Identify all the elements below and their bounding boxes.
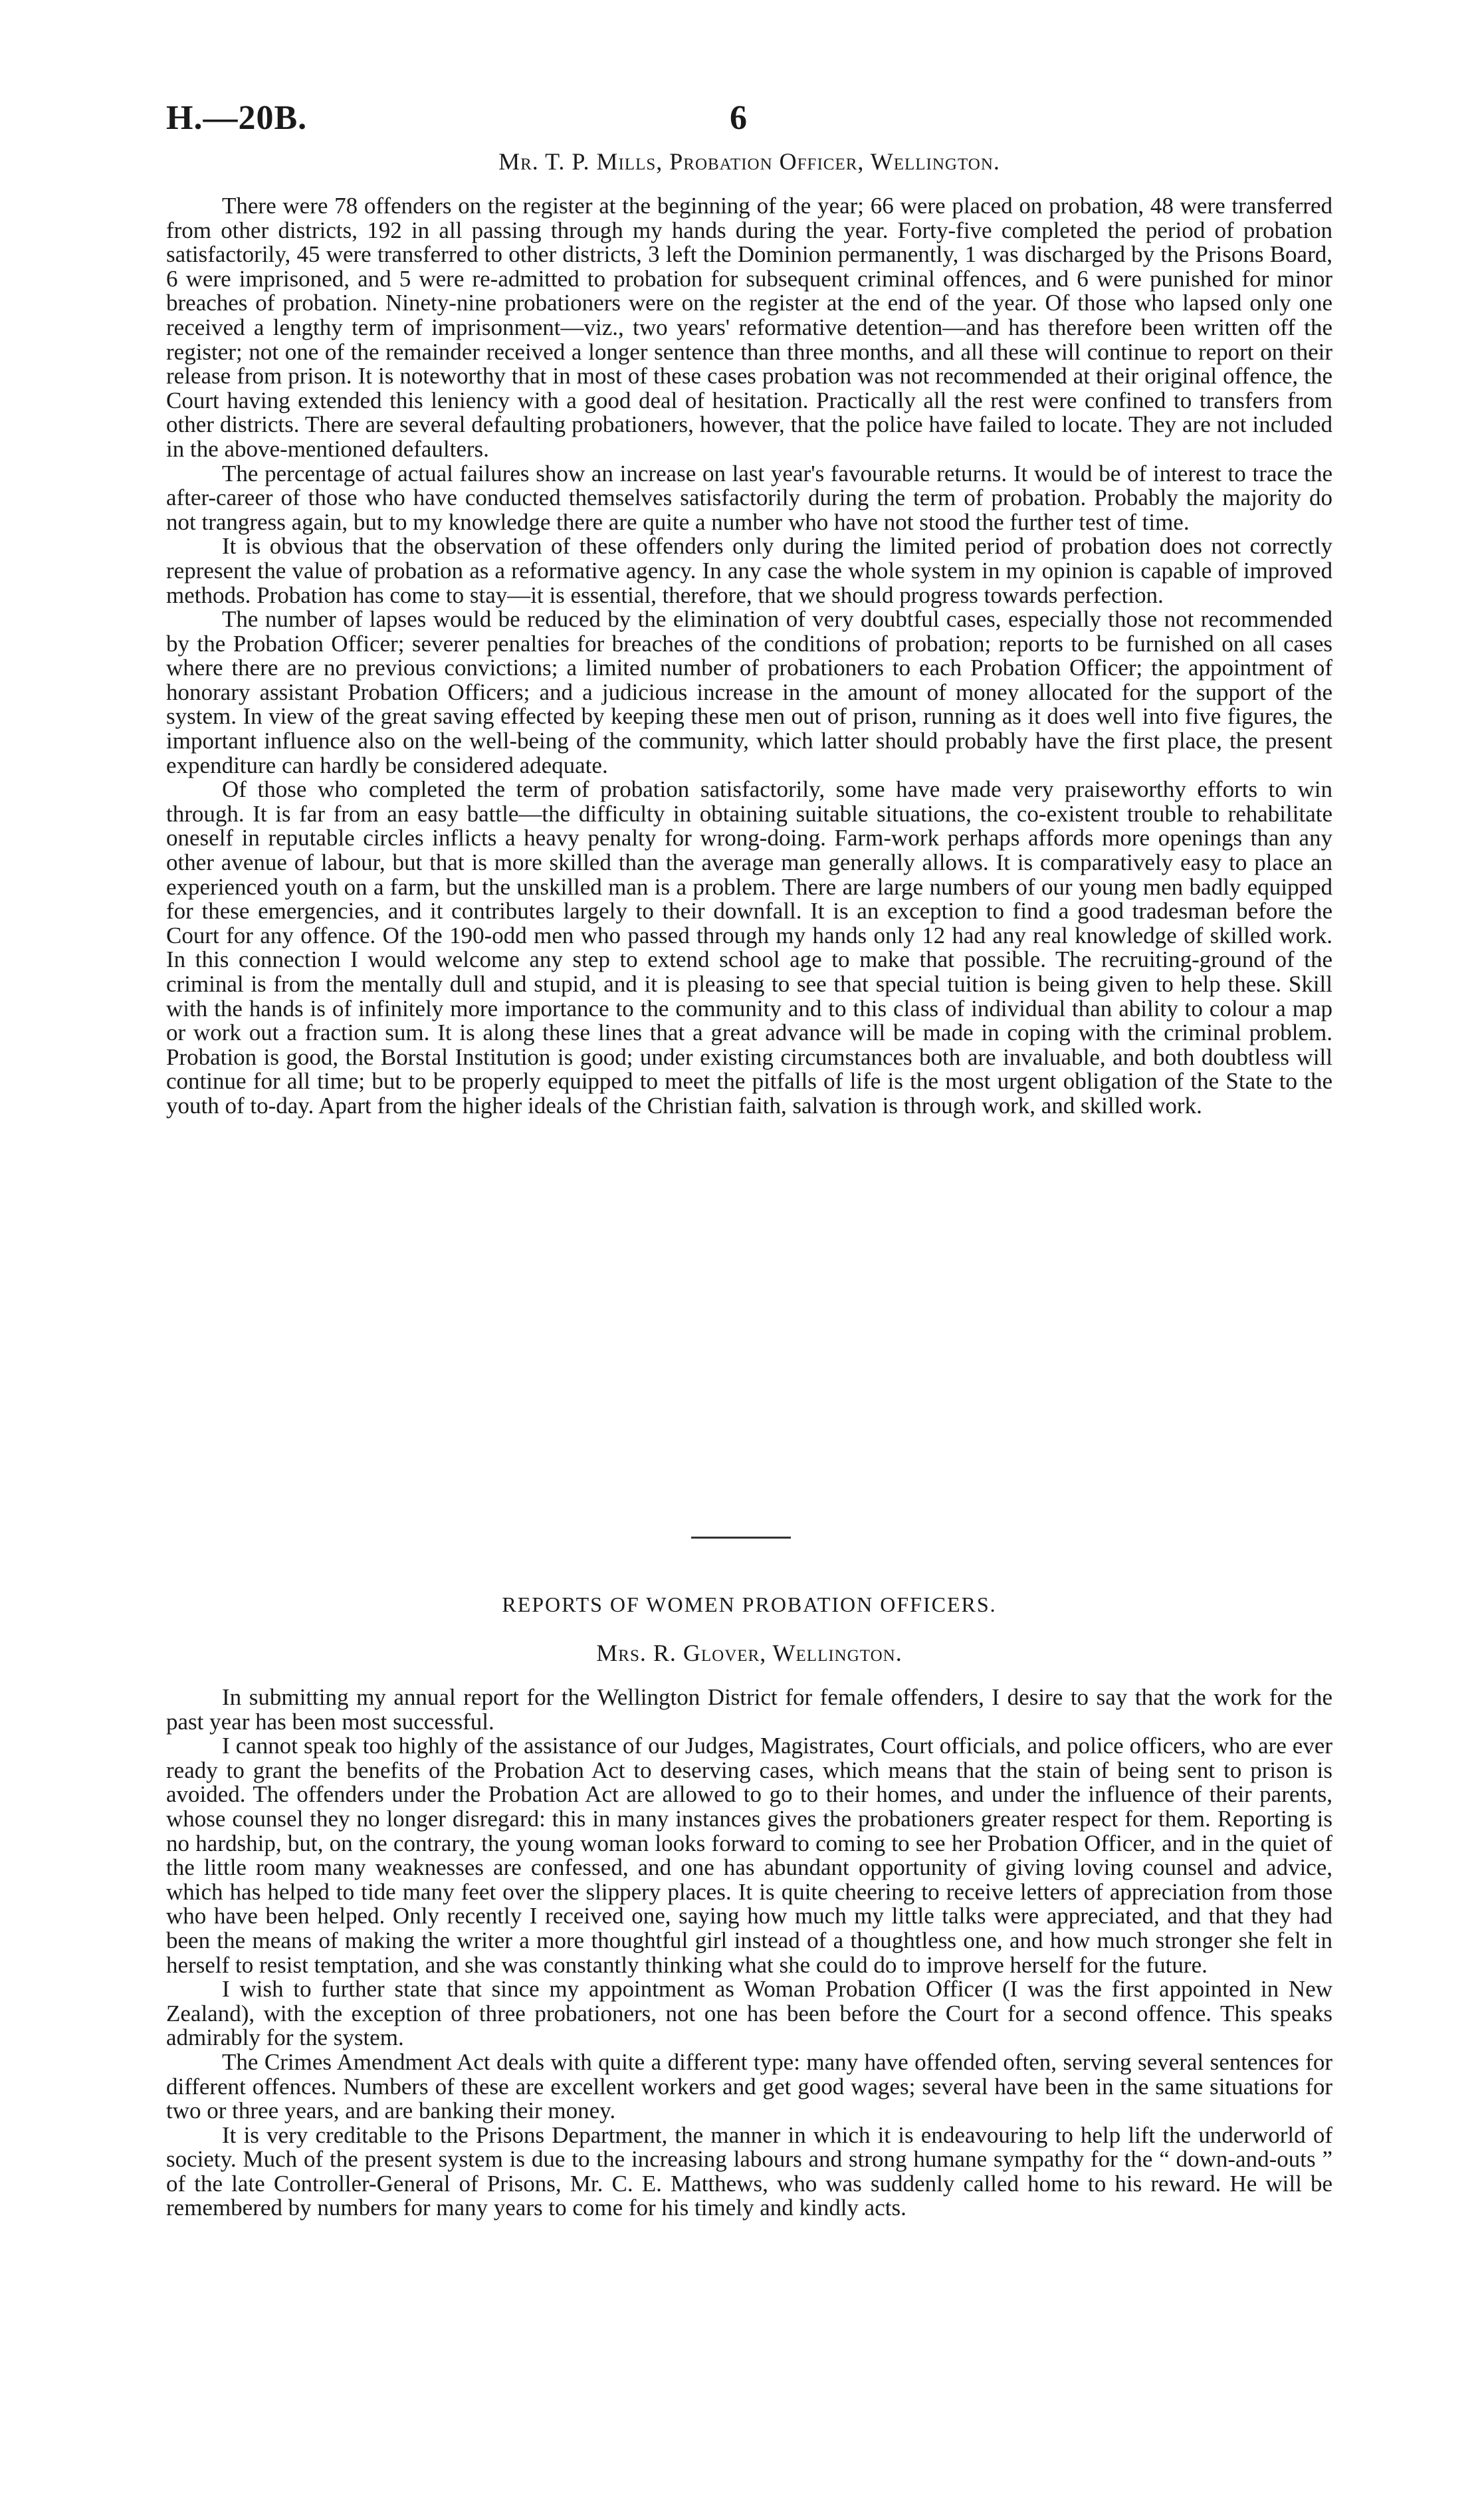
- paragraph: I cannot speak too highly of the assistance of our Judges, Magistrates, Court officials, and police officers, who are ever ready to grant the benefits of the Probation Act to deserving cases, which means that the stain of being sent to prison is avoided. The offenders under the Probation Act are allowed to go to their homes, and under the influence of their parents, whose counsel they no longer disregard: this in many instances gives the probationers greater respect for them. Reporting is no hardship, but, on the contrary, the young woman looks forward to coming to see her Probation Officer, and in the quiet of the little room many weaknesses are confessed, and one has abundant opportunity of giving loving counsel and advice, which has helped to tide many feet over the slippery places. It is quite cheering to receive letters of appreciation from those who have been helped. Only recently I received one, saying how much my little talks were appreciated, and that they had been the means of making the writer a more thoughtful girl instead of a thoughtless one, and how much stronger she felt in herself to resist temptation, and she was constantly thinking what she could do to improve herself for the future.: [166, 1733, 1332, 1978]
- paragraph: The percentage of actual failures show an increase on last year's favourable returns. It would be of interest to trace the after-career of those who have conducted themselves satisfactorily during the term of probation. Probably the majority do not trangress again, but to my knowledge there are quite a number who have not stood the further test of time.: [166, 460, 1332, 535]
- paragraph: Of those who completed the term of probation satisfactorily, some have made very praiseworthy efforts to win through. It is far from an easy battle—the difficulty in obtaining suitable situations, the co-existent trouble to rehabilitate oneself in reputable circles inflicts a heavy penalty for wrong-doing. Farm-work perhaps affords more openings than any other avenue of labour, but that is more skilled than the average man generally allows. It is comparatively easy to place an experienced youth on a farm, but the unskilled man is a problem. There are large numbers of our young men badly equipped for these emergencies, and it contributes largely to their downfall. It is an exception to find a good tradesman before the Court for any offence. Of the 190-odd men who passed through my hands only 12 had any real knowledge of skilled work. In this connection I would welcome any step to extend school age to make that possible. The recruiting-ground of the criminal is from the mentally dull and stupid, and it is pleasing to see that special tuition is being given to help these. Skill with the hands is of infinitely more importance to the community and to this class of individual than ability to colour a map or work out a fraction sum. It is along these lines that a great advance will be made in coping with the criminal problem. Probation is good, the Borstal Institution is good; under existing circumstances both are invaluable, and both doubtless will continue for all time; but to be properly equipped to meet the pitfalls of life is the most urgent obligation of the State to the youth of to-day. Apart from the higher ideals of the Christian faith, salvation is through work, and skilled work.: [166, 776, 1332, 1119]
- document-reference: H.—20B.: [166, 99, 308, 137]
- paragraph: There were 78 offenders on the register at the beginning of the year; 66 were placed on probation, 48 were transferred from other districts, 192 in all passing through my hands during the year. Forty-five completed the period of probation satisfactorily, 45 were transferred to other districts, 3 left the Dominion permanently, 1 was discharged by the Prisons Board, 6 were imprisoned, and 5 were re-admitted to probation for subsequent criminal offences, and 6 were punished for minor breaches of probation. Ninety-nine probationers were on the register at the end of the year. Of those who lapsed only one received a lengthy term of imprisonment—viz., two years' reformative detention—and has therefore been written off the register; not one of the remainder received a longer sentence than three months, and all these will continue to report on their release from prison. It is noteworthy that in most of these cases probation was not recommended at their original offence, the Court having extended this leniency with a good deal of hesitation. Practically all the rest were confined to transfers from other districts. There are several defaulting probationers, however, that the police have failed to locate. They are not included in the above-mentioned defaulters.: [166, 193, 1332, 462]
- paragraph: It is very creditable to the Prisons Department, the manner in which it is endeavouring to help lift the underworld of society. Much of the present system is due to the increasing labours and strong humane sympathy for the “ down-and-outs ” of the late Controller-General of Prisons, Mr. C. E. Matthews, who was suddenly called home to his reward. He will be remembered by numbers for many years to come for his timely and kindly acts.: [166, 2121, 1332, 2221]
- reports-title: REPORTS OF WOMEN PROBATION OFFICERS.: [502, 1592, 997, 1616]
- paragraph: The number of lapses would be reduced by the elimination of very doubtful cases, especially those not recommended by the Probation Officer; severer penalties for breaches of the conditions of probation; reports to be furnished on all cases where there are no previous convictions; a limited number of probationers to each Probation Officer; the appointment of honorary assistant Probation Officers; and a judicious increase in the amount of money allocated for the support of the system. In view of the great saving effected by keeping these men out of prison, running as it does well into five figures, the important influence also on the well-being of the community, which latter should probably have the first place, the present expenditure can hardly be considered adequate.: [166, 606, 1332, 778]
- section-divider: [691, 1537, 791, 1539]
- section-heading-mills: Mr. T. P. Mills, Probation Officer, Wellington.: [498, 148, 1000, 175]
- paragraph: It is obvious that the observation of these offenders only during the limited period of probation does not correctly represent the value of probation as a reformative agency. In any case the whole system in my opinion is capable of improved methods. Probation has come to stay—it is essential, therefore, that we should progress towards perfection.: [166, 533, 1332, 608]
- section-body-glover: [166, 1685, 1332, 2221]
- paragraph: The Crimes Amendment Act deals with quite a different type: many have offended often, serving several sentences for different offences. Numbers of these are excellent workers and get good wages; several have been in the same situations for two or three years, and are banking their money.: [166, 2048, 1332, 2124]
- section-body-mills: [166, 194, 1332, 1119]
- paragraph: I wish to further state that since my appointment as Woman Probation Officer (I was the first appointed in New Zealand), with the exception of three probationers, not one has been before the Court for a second offence. This speaks admirably for the system.: [166, 1976, 1332, 2051]
- page-number: 6: [730, 99, 747, 137]
- paragraph: In submitting my annual report for the Wellington District for female offenders, I desire to say that the work for the past year has been most successful.: [166, 1684, 1332, 1735]
- section-heading-glover: Mrs. R. Glover, Wellington.: [596, 1640, 902, 1666]
